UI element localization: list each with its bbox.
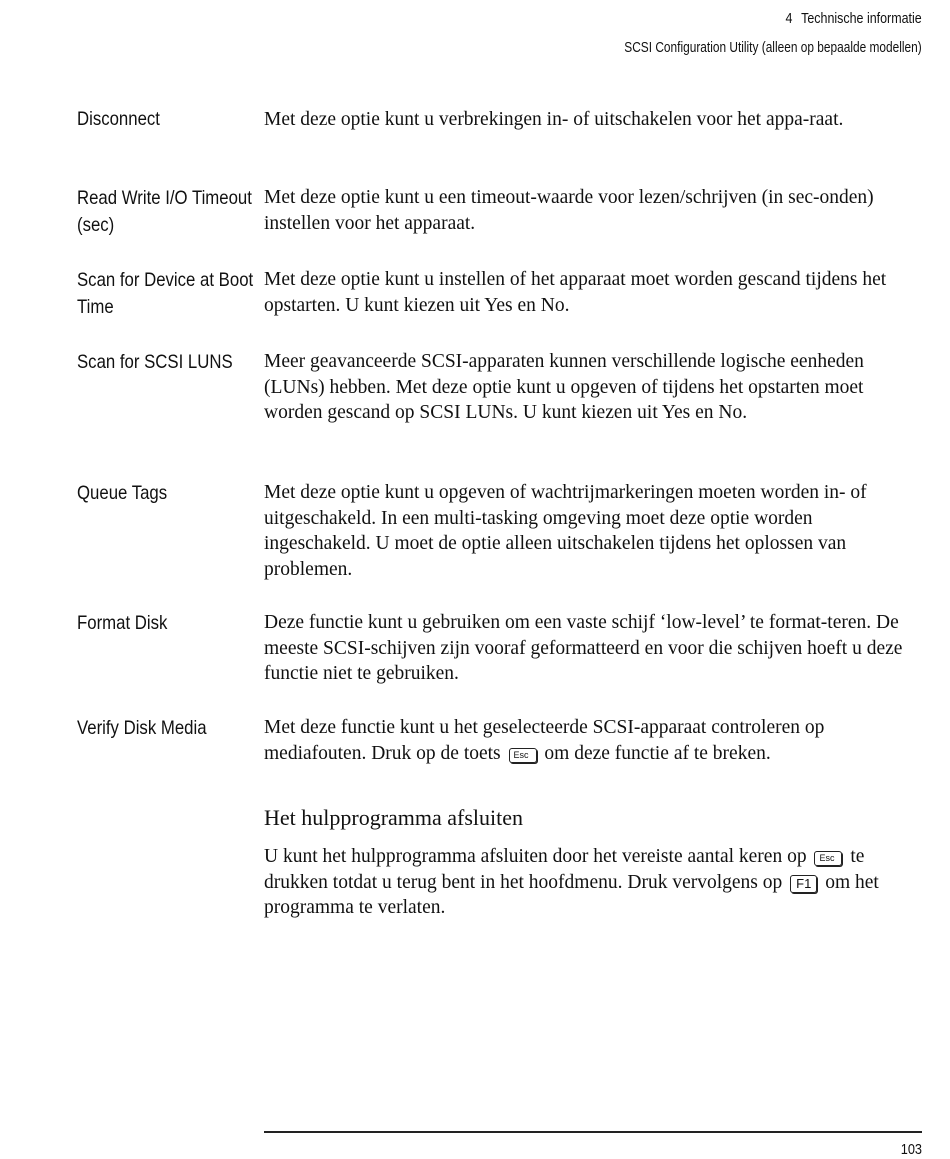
chapter-title: Technische informatie bbox=[801, 11, 922, 27]
option-term bbox=[77, 610, 232, 637]
option-description: Met deze optie kunt u een timeout-waarde voor lezen/schrijven (in sec-onden) instellen voor het apparaat. bbox=[264, 187, 874, 234]
option-term-line: Queue Tags bbox=[77, 482, 168, 504]
section-subtitle: SCSI Configuration Utility (alleen op bepaalde modellen) bbox=[624, 40, 922, 56]
option-description bbox=[264, 715, 924, 766]
option-term-line: Verify Disk Media bbox=[77, 717, 207, 739]
option-term-line: Format Disk bbox=[77, 612, 168, 634]
section-heading: Het hulpprogramma afsluiten bbox=[264, 805, 524, 830]
option-term bbox=[77, 106, 232, 133]
f1-key-icon: F1 bbox=[790, 875, 817, 893]
option-description: Met deze optie kunt u instellen of het apparaat moet worden gescand tijdens het opstarten. U kunt kiezen uit Yes en No. bbox=[264, 269, 887, 316]
page-number: 103 bbox=[900, 1141, 922, 1158]
option-term-line: Scan for Device at Boot bbox=[77, 269, 254, 291]
option-description: Deze functie kunt u gebruiken om een vaste schijf ‘low-level’ te format-teren. De meeste SCSI-schijven zijn vooraf geformatteerd en voor die schijven hoeft u deze functie niet te gebruiken. bbox=[264, 612, 903, 684]
chapter-heading bbox=[610, 8, 922, 30]
option-description: Met deze optie kunt u opgeven of wachtrijmarkeringen moeten worden in- of uitgeschakeld. In een multi-tasking omgeving moet deze optie worden ingeschakeld. U moet de optie alleen uitschakelen tijdens het oplossen van problemen. bbox=[264, 482, 867, 580]
option-term bbox=[77, 267, 254, 321]
paragraph-text: te drukken totdat u terug bent in het hoofdmenu. Druk vervolgens op bbox=[264, 846, 865, 893]
chapter-number: 4 bbox=[785, 11, 793, 27]
option-description: Meer geavanceerde SCSI-apparaten kunnen verschillende logische eenheden (LUNs) hebben. Met deze optie kunt u opgeven of tijdens het opstarten moet worden gescand op SCSI LUNs. U kunt kiezen uit Yes en No. bbox=[264, 351, 864, 423]
paragraph-text: om het programma te verlaten. bbox=[264, 871, 879, 918]
option-term-line: Time bbox=[77, 296, 114, 318]
option-term bbox=[77, 185, 252, 239]
section-paragraph bbox=[264, 844, 924, 921]
running-header bbox=[559, 8, 922, 59]
option-term-line: Read Write I/O Timeout bbox=[77, 187, 252, 209]
footer-divider bbox=[264, 1131, 922, 1133]
esc-key-icon: Esc bbox=[509, 748, 537, 763]
option-term bbox=[77, 349, 232, 376]
option-term bbox=[77, 715, 232, 742]
esc-key-icon: Esc bbox=[814, 851, 842, 866]
option-term bbox=[77, 480, 232, 507]
option-term-line: (sec) bbox=[77, 214, 115, 236]
option-term-line: Scan for SCSI LUNS bbox=[77, 351, 233, 373]
description-text: om deze functie af te breken. bbox=[544, 742, 771, 764]
description-text: Met deze functie kunt u het geselecteerde SCSI-apparaat controleren op mediafouten. Druk op de toets bbox=[264, 717, 825, 764]
paragraph-text: U kunt het hulpprogramma afsluiten door het vereiste aantal keren op bbox=[264, 846, 807, 867]
option-term-line: Disconnect bbox=[77, 108, 160, 130]
option-description: Met deze optie kunt u verbrekingen in- of uitschakelen voor het appa-raat. bbox=[264, 109, 844, 130]
